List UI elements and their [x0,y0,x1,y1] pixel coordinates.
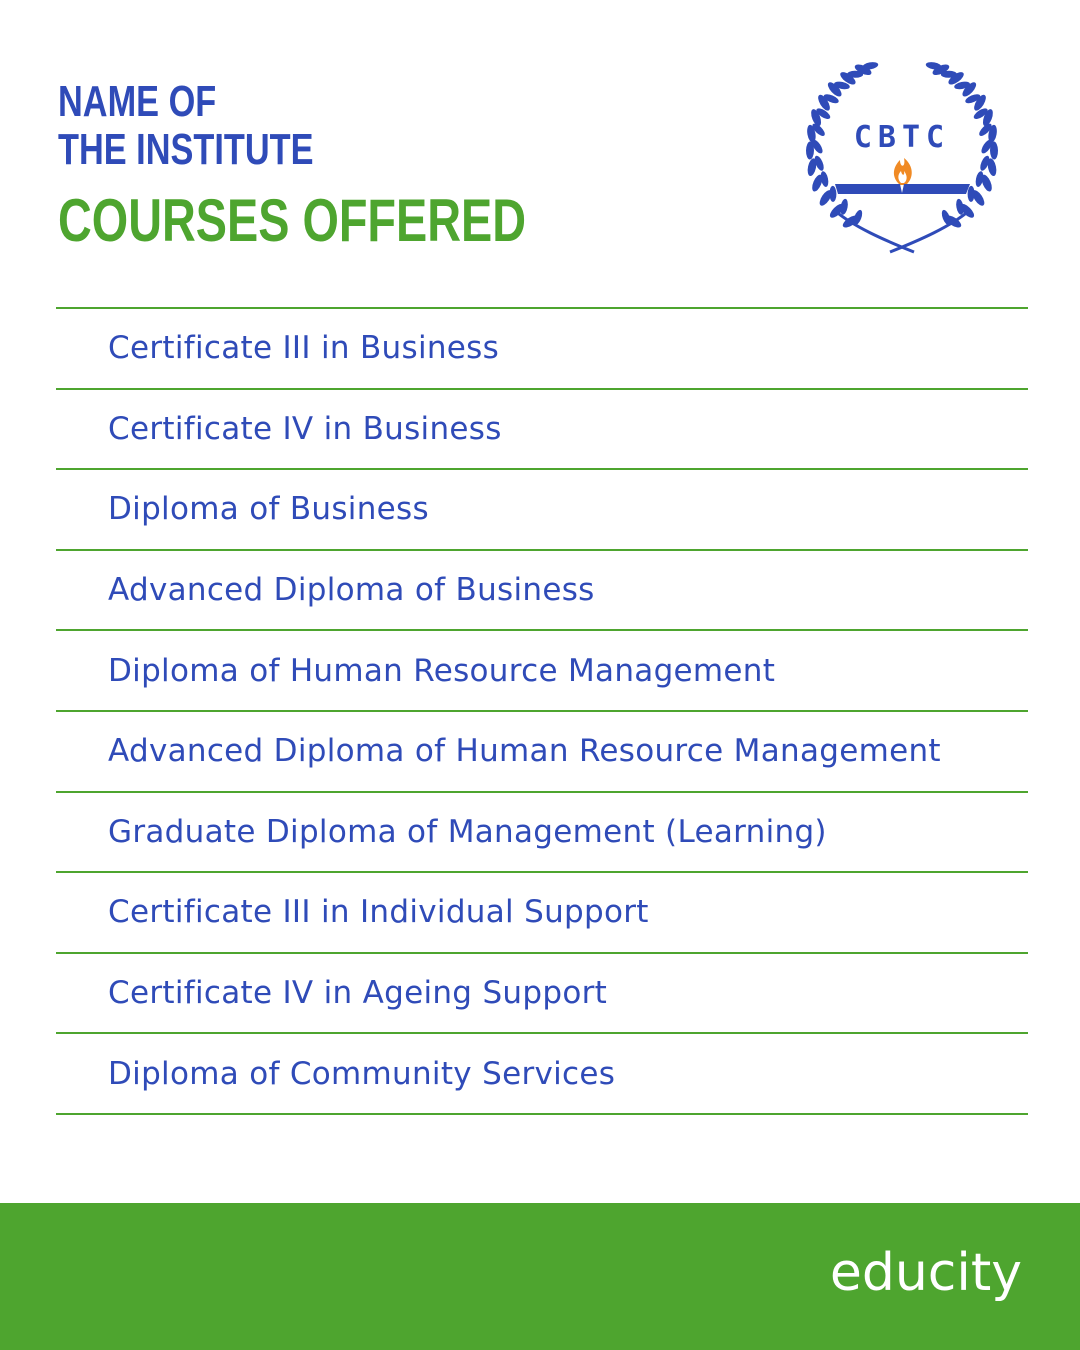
course-item: Diploma of Business [56,470,1028,551]
flame-icon [894,158,912,185]
course-item: Graduate Diploma of Management (Learning) [56,793,1028,874]
institute-name-line1: NAME OF [58,77,217,126]
courses-heading: COURSES OFFERED [58,187,527,254]
course-item: Certificate III in Individual Support [56,873,1028,954]
course-item: Certificate IV in Ageing Support [56,954,1028,1035]
laurel-wreath-icon [806,61,998,252]
course-item: Diploma of Human Resource Management [56,631,1028,712]
course-list [56,307,1028,1115]
open-book-icon [835,184,970,194]
institute-name [58,78,313,174]
course-item: Certificate IV in Business [56,390,1028,471]
course-item: Advanced Diploma of Business [56,551,1028,632]
footer-bar [0,1203,1080,1350]
logo-text: CBTC [853,120,951,155]
course-item: Diploma of Community Services [56,1034,1028,1115]
course-item: Certificate III in Business [56,309,1028,390]
course-item: Advanced Diploma of Human Resource Management [56,712,1028,793]
institute-name-line2: THE INSTITUTE [58,125,314,174]
brand-logo: educity [829,1243,1022,1303]
institute-logo [790,52,1014,257]
